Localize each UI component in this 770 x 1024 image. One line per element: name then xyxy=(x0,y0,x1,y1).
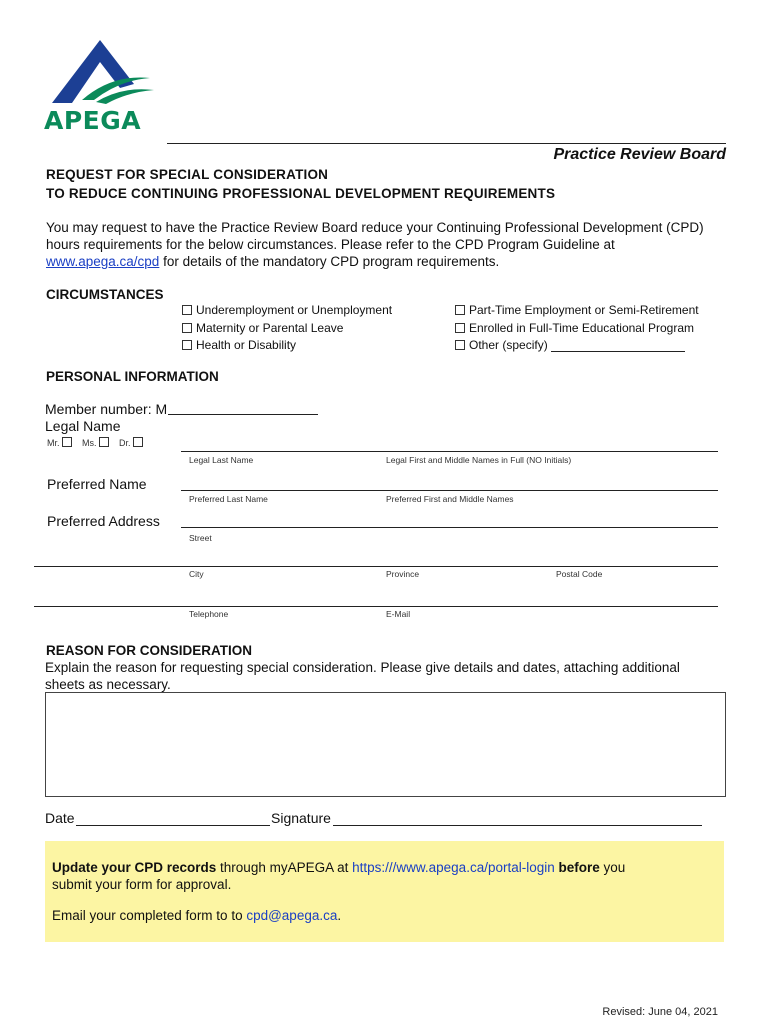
legal-last-label: Legal Last Name xyxy=(189,455,254,465)
checkbox-icon xyxy=(455,340,465,350)
form-title-line2: TO REDUCE CONTINUING PROFESSIONAL DEVELOPMENT REQUIREMENTS xyxy=(46,186,556,201)
street-label: Street xyxy=(189,533,212,543)
postal-label: Postal Code xyxy=(556,569,603,579)
checkbox-underemployment[interactable]: Underemployment or Unemployment xyxy=(182,302,392,320)
checkbox-icon xyxy=(99,437,109,447)
member-number-field[interactable] xyxy=(168,414,318,415)
circumstances-right xyxy=(455,302,699,355)
notice-bold2: before xyxy=(558,860,600,875)
notice-email-line: Email your completed form to to cpd@apega.ca. xyxy=(52,908,342,923)
checkbox-enrolled[interactable]: Enrolled in Full-Time Educational Program xyxy=(455,320,699,338)
checkbox-icon xyxy=(182,323,192,333)
member-number-label: Member number: M xyxy=(45,401,168,417)
checkbox-icon xyxy=(133,437,143,447)
notice-line1: Update your CPD records through myAPEGA at https:///www.apega.ca/portal-login before you xyxy=(52,860,626,875)
city-label: City xyxy=(189,569,204,579)
checkbox-icon xyxy=(62,437,72,447)
intro-line1: You may request to have the Practice Review Board reduce your Continuing Professional Development (CPD) xyxy=(46,220,704,235)
checkbox-icon xyxy=(455,305,465,315)
checkbox-other[interactable]: Other (specify) xyxy=(455,337,699,355)
legal-name-label: Legal Name xyxy=(45,418,121,434)
checkbox-icon xyxy=(182,305,192,315)
checkbox-health[interactable]: Health or Disability xyxy=(182,337,392,355)
circumstances-heading: CIRCUMSTANCES xyxy=(46,287,164,302)
legal-name-field[interactable] xyxy=(181,451,718,452)
preferred-name-label: Preferred Name xyxy=(47,476,147,492)
form-title-line1: REQUEST FOR SPECIAL CONSIDERATION xyxy=(46,167,329,182)
preferred-address-label: Preferred Address xyxy=(47,513,160,529)
checkbox-icon xyxy=(455,323,465,333)
signature-label: Signature xyxy=(271,810,331,826)
header-rule xyxy=(167,143,726,144)
other-specify-line[interactable] xyxy=(551,351,685,352)
date-label: Date xyxy=(45,810,75,826)
intro-line3 xyxy=(46,253,499,270)
preferred-name-field[interactable] xyxy=(181,490,718,491)
mountain-logo-icon xyxy=(42,38,162,108)
portal-link[interactable]: https:///www.apega.ca/portal-login xyxy=(352,860,555,875)
province-label: Province xyxy=(386,569,420,579)
email-link[interactable]: cpd@apega.ca xyxy=(246,908,338,923)
signature-field[interactable] xyxy=(333,825,702,826)
email-label: E-Mail xyxy=(386,609,411,619)
preferred-last-label: Preferred Last Name xyxy=(189,494,268,504)
intro-line2: hours requirements for the below circumstances. Please refer to the CPD Program Guideline at xyxy=(46,237,615,252)
checkbox-maternity[interactable]: Maternity or Parental Leave xyxy=(182,320,392,338)
telephone-label: Telephone xyxy=(189,609,229,619)
title-ms[interactable]: Ms. xyxy=(82,438,113,448)
circumstances-left xyxy=(182,302,392,355)
legal-first-label: Legal First and Middle Names in Full (NO Initials) xyxy=(386,455,572,465)
checkbox-part-time[interactable]: Part-Time Employment or Semi-Retirement xyxy=(455,302,699,320)
board-name: Practice Review Board xyxy=(553,146,726,163)
intro-line3-text: for details of the mandatory CPD program requirements. xyxy=(159,254,500,269)
title-mr[interactable]: Mr. xyxy=(47,438,76,448)
reason-textarea[interactable] xyxy=(45,692,726,797)
telephone-field[interactable] xyxy=(34,606,718,607)
apega-logo xyxy=(42,38,162,138)
cpd-link[interactable]: www.apega.ca/cpd xyxy=(46,254,160,269)
city-field[interactable] xyxy=(34,566,718,567)
reason-line2: sheets as necessary. xyxy=(45,677,171,692)
preferred-first-label: Preferred First and Middle Names xyxy=(386,494,514,504)
notice-line2: submit your form for approval. xyxy=(52,877,232,892)
notice-bold1: Update your CPD records xyxy=(52,860,217,875)
date-field[interactable] xyxy=(76,825,270,826)
personal-heading: PERSONAL INFORMATION xyxy=(46,369,219,384)
title-dr[interactable]: Dr. xyxy=(119,438,147,448)
revised-date: Revised: June 04, 2021 xyxy=(602,1006,718,1018)
checkbox-icon xyxy=(182,340,192,350)
reason-line1: Explain the reason for requesting special consideration. Please give details and dates, attaching additional xyxy=(45,660,680,675)
logo-wordmark: APEGA xyxy=(44,106,142,135)
reason-heading: REASON FOR CONSIDERATION xyxy=(46,643,253,658)
street-field[interactable] xyxy=(181,527,718,528)
title-checkboxes xyxy=(47,437,147,448)
